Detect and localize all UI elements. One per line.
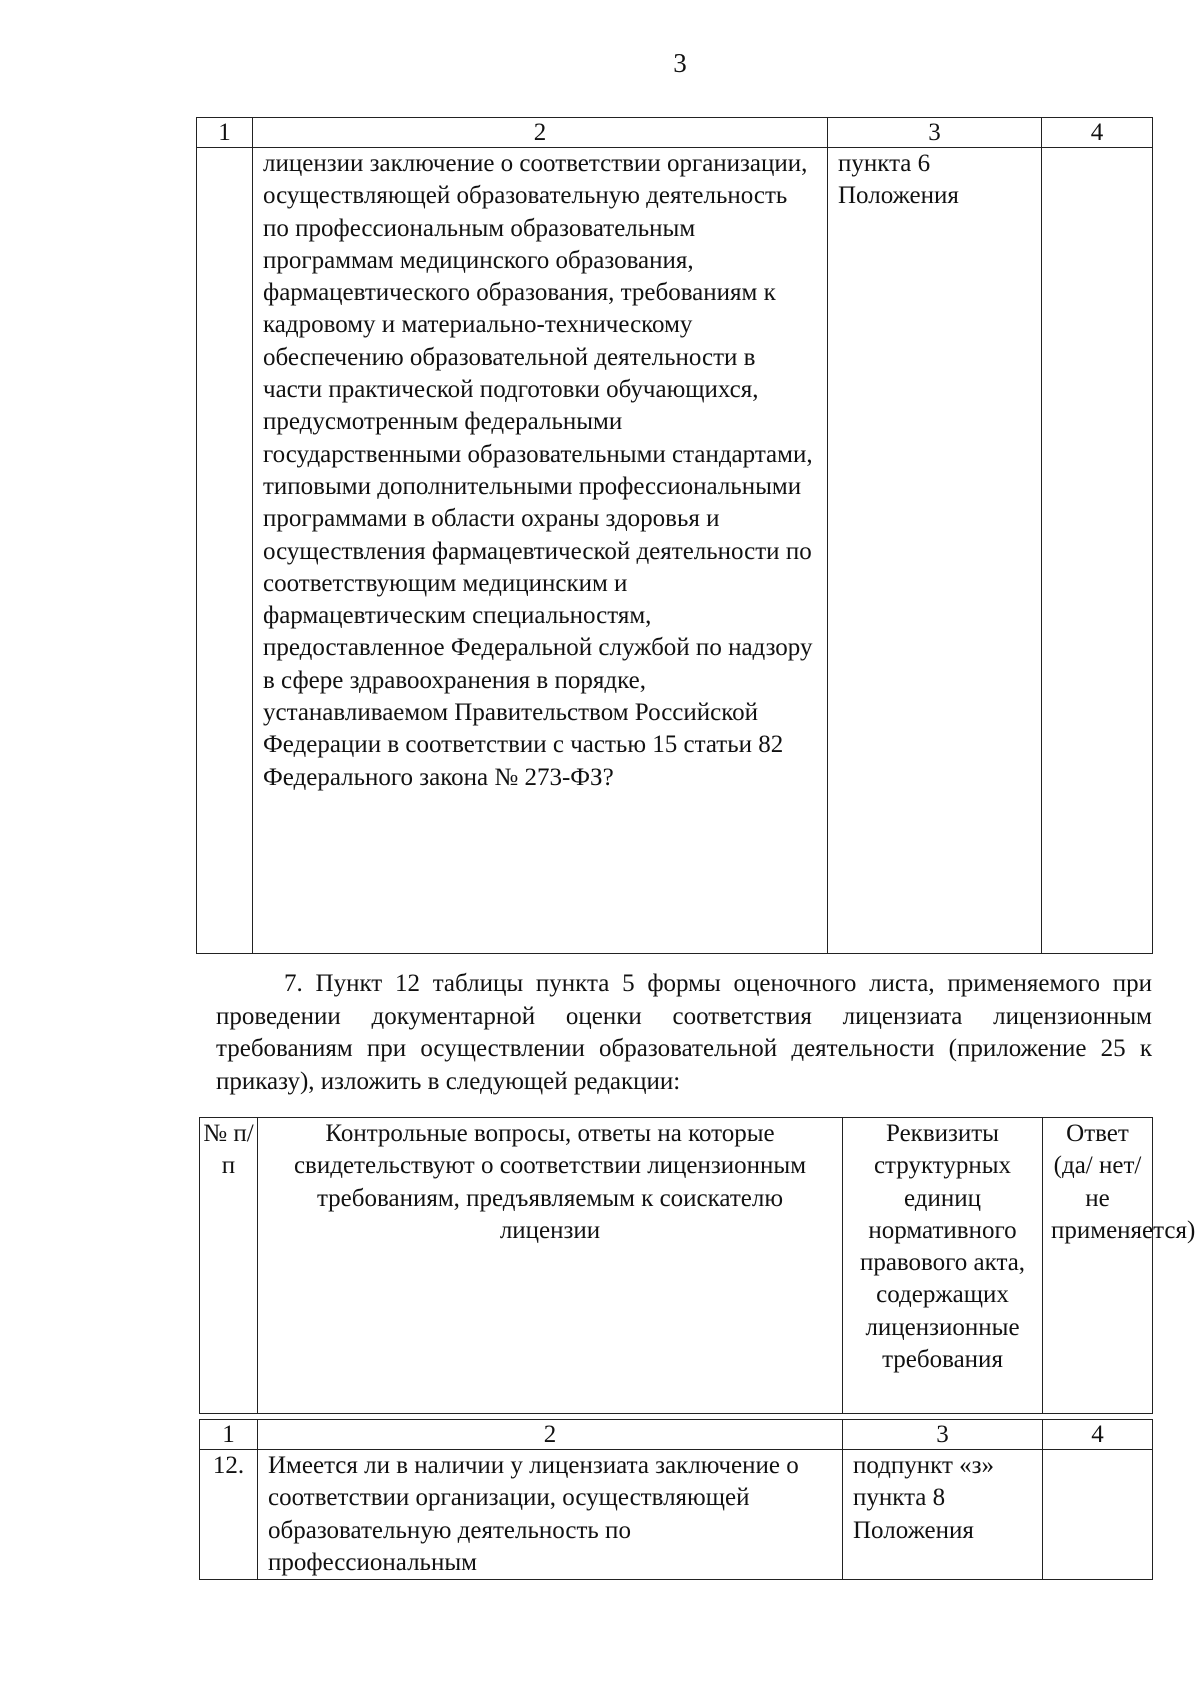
table-row — [197, 148, 1153, 954]
form-header-table — [199, 1117, 1196, 1414]
table-header-row — [197, 118, 1153, 148]
header-col-3: 3 — [843, 1420, 1043, 1450]
header-requisites: Реквизиты структурных единиц нормативного правового акта, содержащих лицензионные требования — [843, 1118, 1043, 1414]
header-questions: Контрольные вопросы, ответы на которые свидетельствуют о соответствии лицензионным требованиям, предъявляемым к соискателю лицензии — [258, 1118, 843, 1414]
continuation-table — [196, 117, 1153, 954]
answer-cell — [1042, 148, 1153, 954]
header-col-4: 4 — [1042, 118, 1153, 148]
amendment-paragraph: 7. Пункт 12 таблицы пункта 5 формы оценочного листа, применяемого при проведении документарной оценки соответствия лицензиата лицензионным требованиям при осуществлении образовательной деятельности (приложение 25 к приказу), изложить в следующей редакции: — [216, 970, 1152, 1095]
row-number-cell — [197, 148, 253, 954]
header-col-1: 1 — [200, 1420, 258, 1450]
row-number-cell: 12. — [200, 1450, 258, 1580]
answer-cell — [1043, 1450, 1153, 1580]
page-number: 3 — [673, 48, 687, 78]
header-answer: Ответ (да/ нет/ не применяется) — [1043, 1118, 1153, 1414]
header-col-3: 3 — [828, 118, 1042, 148]
header-col-2: 2 — [258, 1420, 843, 1450]
question-cell: лицензии заключение о соответствии организации, осуществляющей образовательную деятельность по профессиональным образовательным программам медицинского образования, фармацевтического образования, требованиям к кадровому и материально-техническому обеспечению образовательной деятельности в части практической подготовки обучающихся, предусмотренным федеральными государственными образовательными стандартами, типовыми дополнительными профессиональными программами в области охраны здоровья и осуществления фармацевтической деятельности по соответствующим медицинским и фармацевтическим специальностям, предоставленное Федеральной службой по надзору в сфере здравоохранения в порядке, устанавливаемом Правительством Российской Федерации в соответствии с частью 15 статьи 82 Федерального закона № 273-ФЗ? — [253, 148, 828, 954]
header-col-4: 4 — [1043, 1420, 1153, 1450]
question-cell: Имеется ли в наличии у лицензиата заключение о соответствии организации, осуществляющей образовательную деятельность по профессиональным — [258, 1450, 843, 1580]
header-col-2: 2 — [253, 118, 828, 148]
table-header-row — [200, 1118, 1153, 1414]
header-col-1: 1 — [197, 118, 253, 148]
requisites-cell: подпункт «з» пункта 8 Положения — [843, 1450, 1043, 1580]
form-body-table — [199, 1419, 1153, 1580]
table-row — [200, 1450, 1153, 1580]
header-number: № п/п — [200, 1118, 258, 1414]
requisites-cell: пункта 6 Положения — [828, 148, 1042, 954]
table-numbering-row — [200, 1420, 1153, 1450]
